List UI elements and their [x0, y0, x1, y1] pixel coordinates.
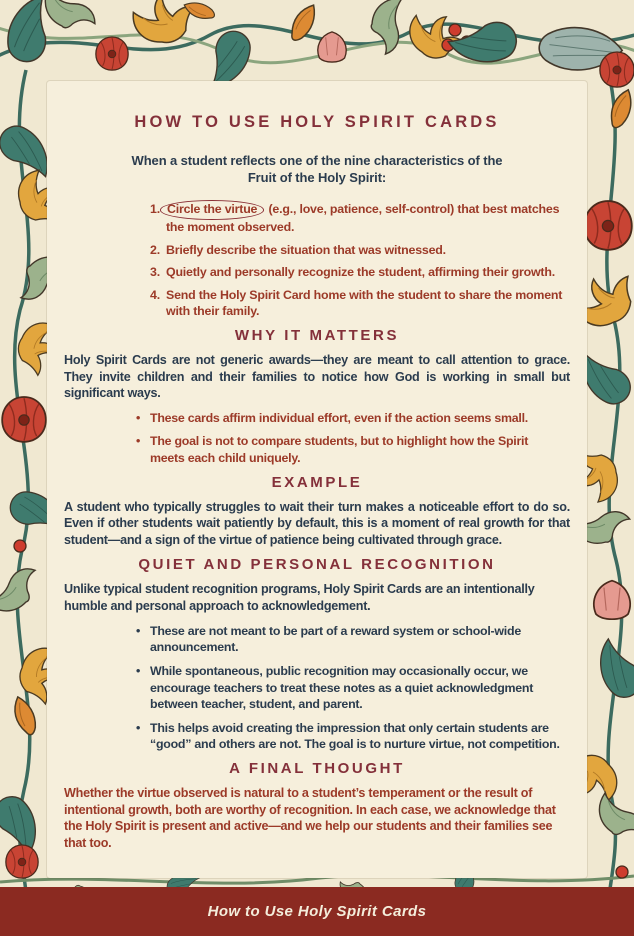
circle-annotation	[160, 200, 264, 220]
intro-line-1: When a student reflects one of the nine characteristics of the	[131, 153, 503, 168]
bullet-item: • These cards affirm individual effort, even if the action seems small.	[136, 410, 564, 427]
section-heading-example: EXAMPLE	[271, 473, 363, 491]
bullet-item: • The goal is not to compare students, but to highlight how the Spirit meets each child uniquely.	[136, 433, 564, 466]
footer-bar	[0, 887, 634, 936]
why-it-matters-body: Holy Spirit Cards are not generic awards—they are meant to call attention to grace. They invite children and their families to notice how God is working in small but significant ways.	[64, 352, 570, 401]
step-text: Briefly describe the situation that was witnessed.	[166, 242, 446, 257]
step-text: (e.g., love, patience, self-control) that best matches the moment observed.	[166, 202, 560, 234]
step-text: Quietly and personally recognize the student, affirming their growth.	[166, 265, 555, 280]
step-item-2	[150, 242, 566, 259]
page-title: HOW TO USE HOLY SPIRIT CARDS	[134, 113, 500, 131]
intro-text	[64, 152, 570, 186]
step-number: 2.	[150, 242, 160, 257]
bullet-item: • While spontaneous, public recognition may occasionally occur, we encourage teachers to treat these notes as a quiet acknowledgment between teacher, student, and parent.	[136, 663, 564, 713]
quiet-recognition-body: Unlike typical student recognition programs, Holy Spirit Cards are an intentionally humble and personal approach to acknowledgement.	[64, 582, 535, 614]
step-number: 1.	[150, 202, 160, 217]
step-number: 3.	[150, 265, 160, 280]
step-item-3	[150, 264, 566, 281]
content-card	[47, 81, 587, 878]
section-heading-quiet-recognition: QUIET AND PERSONAL RECOGNITION	[138, 556, 496, 574]
example-body: A student who typically struggles to wait their turn makes a noticeable effort to do so. Even if other students wait patiently by default, this is a moment of real growth for that student—and a sign of the virtue of patience being cultivated through grace.	[64, 499, 570, 547]
final-thought-body: Whether the virtue observed is natural to a student’s temperament or the result of intentional growth, both are worthy of recognition. In each case, we acknowledge that the Holy Spirit is present and active—and we help our students and their families see that too.	[64, 785, 556, 850]
why-it-matters-bullets	[136, 410, 564, 467]
intro-line-2: Fruit of the Holy Spirit:	[247, 170, 387, 186]
section-heading-final-thought: A FINAL THOUGHT	[229, 759, 405, 777]
step-number: 4.	[150, 287, 160, 302]
step-item-1	[150, 201, 566, 235]
steps-list	[150, 201, 566, 320]
section-heading-why-it-matters: WHY IT MATTERS	[234, 326, 400, 344]
quiet-recognition-bullets	[136, 623, 564, 753]
bullet-item: • This helps avoid creating the impression that only certain students are “good” and others are not. The goal is to nurture virtue, not competition.	[136, 720, 564, 753]
step-text: Send the Holy Spirit Card home with the student to share the moment with their family.	[166, 287, 563, 319]
bullet-item: • These are not meant to be part of a reward system or school-wide announcement.	[136, 623, 564, 656]
footer-title: How to Use Holy Spirit Cards	[207, 903, 427, 920]
step-item-4	[150, 287, 566, 320]
circled-phrase: Circle the virtue	[167, 202, 258, 217]
